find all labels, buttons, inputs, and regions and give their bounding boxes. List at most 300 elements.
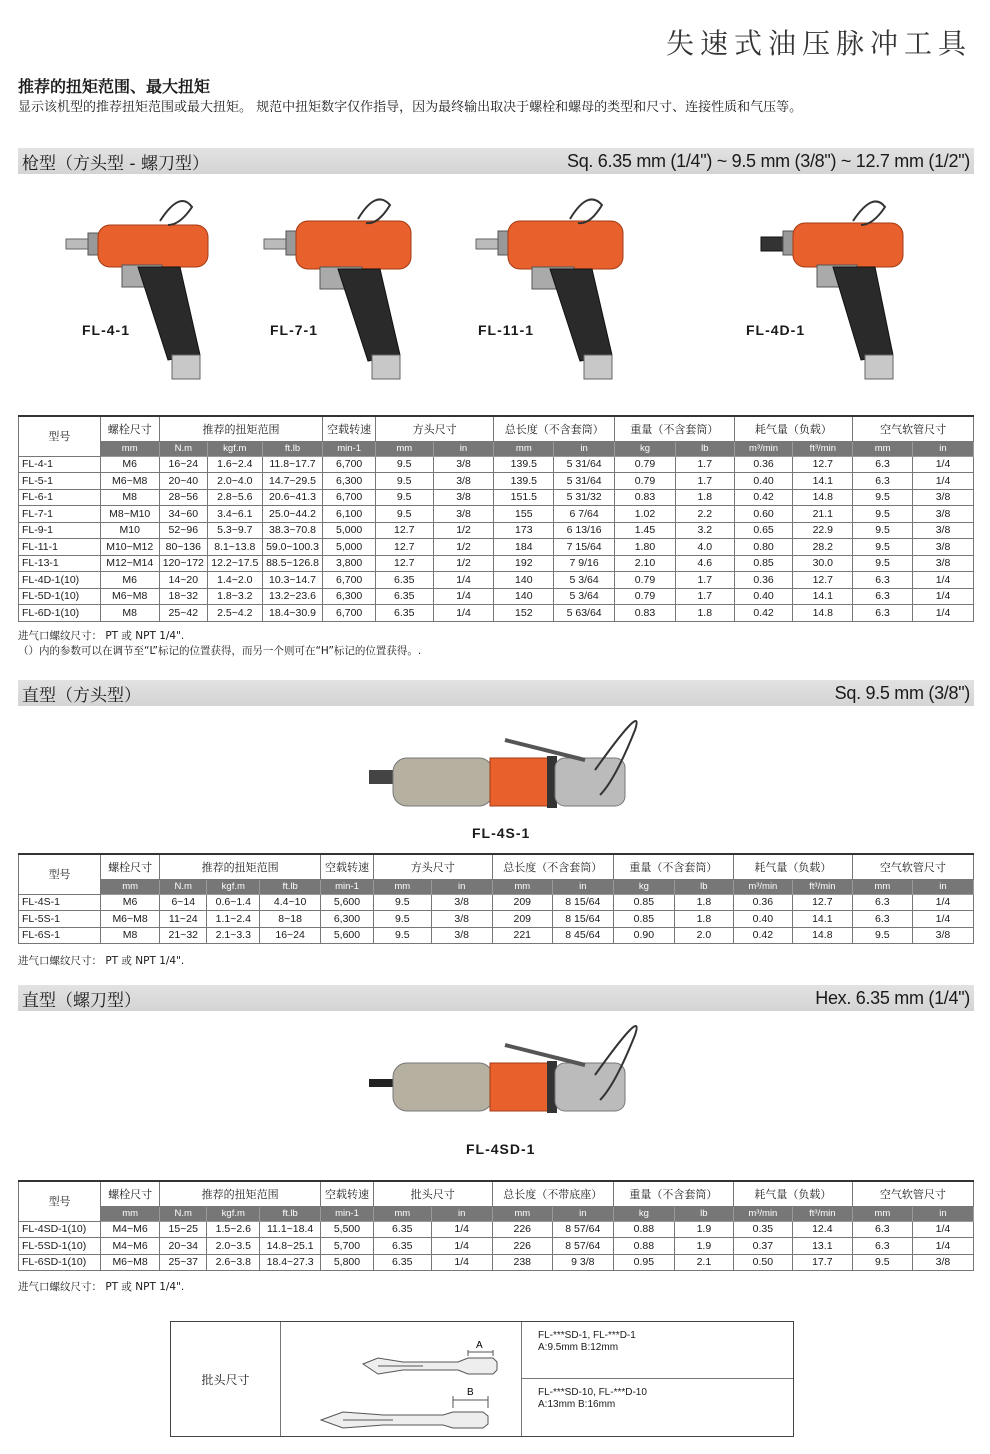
table-cell: 7 15/64 [554,539,615,556]
unit-cell: ft.lb [262,441,323,456]
table-cell: 3/8 [431,927,492,944]
table-cell: 6,700 [323,605,375,622]
note: （）内的参数可以在调节至“L”标记的位置获得，而另一个则可在“H”标记的位置获得。. [18,645,422,657]
table-cell: 6.3 [852,911,912,928]
dim-a-label: A [476,1340,483,1351]
straight-tool-image [365,1015,645,1125]
table-cell: 3/8 [433,489,494,506]
table-cell: 238 [492,1254,552,1271]
table-cell: 6~14 [160,894,207,911]
table-cell: 6.3 [852,1238,912,1255]
bit-spec-models: FL-***SD-10, FL-***D-10 [538,1387,647,1398]
table-cell: 9.5 [853,489,913,506]
table-cell: 0.80 [734,539,793,556]
table-cell: 9.5 [853,555,913,572]
header-cell: 推荐的扭矩范围 [160,1181,321,1206]
header-cell: 批头尺寸 [373,1181,492,1206]
table-cell: 17.7 [792,1254,852,1271]
table-cell: M10~M12 [100,539,159,556]
note: 进气口螺纹尺寸： PT 或 NPT 1/4". [18,630,185,642]
table-cell: 0.83 [615,489,676,506]
table-cell: 1.8 [675,605,734,622]
model-name: FL-6SD-1(10) [19,1254,101,1271]
table-cell: M6~M8 [100,473,159,490]
table-row [19,539,974,556]
table-cell: 4.6 [675,555,734,572]
table-cell: 18.4~27.3 [260,1254,321,1271]
table-cell: 11.1~18.4 [260,1221,321,1238]
table-cell: 2.0 [674,927,733,944]
table-cell: M6 [100,572,159,589]
table-cell: 6,300 [323,588,375,605]
table-cell: 11.8~17.7 [262,456,323,473]
table-cell: 1/2 [433,555,494,572]
table-cell: 1.9 [674,1221,733,1238]
table-cell: 0.90 [613,927,674,944]
table-cell: 0.40 [734,473,793,490]
table-cell: 8 57/64 [552,1238,613,1255]
unit-cell: min-1 [323,441,375,456]
table-cell: 1/4 [913,456,974,473]
table-cell: 1.5~2.6 [207,1221,260,1238]
model-name: FL-5D-1(10) [19,588,101,605]
table-row [19,605,974,622]
unit-cell: N.m [160,879,207,894]
table-cell: 1.02 [615,506,676,523]
table-cell: 1.7 [675,473,734,490]
table-cell: 6.35 [373,1221,431,1238]
table-cell: M6~M8 [100,588,159,605]
table-cell: 139.5 [494,473,554,490]
table-cell: 0.88 [613,1238,674,1255]
pistol-tool-image [755,195,915,390]
table-cell: 6.35 [373,1238,431,1255]
table-cell: M4~M6 [101,1238,160,1255]
table-cell: 2.8~5.6 [208,489,263,506]
table-row [19,588,974,605]
table-cell: 1/4 [912,894,973,911]
table-cell: 12.7 [375,522,433,539]
table-cell: 0.42 [734,489,793,506]
table-cell: 1/4 [433,588,494,605]
table-cell: 14~20 [159,572,207,589]
pistol-tool-image [258,195,418,390]
unit-cell: mm [492,879,552,894]
page-title: 失速式油压脉冲工具 [665,27,972,60]
unit-cell: kgf.m [207,1206,260,1221]
table-cell: 6.35 [375,605,433,622]
model-name: FL-11-1 [19,539,101,556]
bit-spec-2 [521,1379,793,1436]
table-cell: 2.10 [615,555,676,572]
table-cell: 1/4 [913,588,974,605]
header-cell: 推荐的扭矩范围 [159,416,323,441]
unit-cell: kg [613,1206,674,1221]
table-cell: 0.95 [613,1254,674,1271]
table-cell: 209 [492,911,552,928]
unit-cell: ft.lb [260,1206,321,1221]
table-cell: 5 31/64 [554,456,615,473]
table-cell: 6 7/64 [554,506,615,523]
table-row [19,1221,974,1238]
table-cell: 8.1~13.8 [208,539,263,556]
unit-cell: mm [100,441,159,456]
table-cell: 5 31/64 [554,473,615,490]
section-spec: Sq. 6.35 mm (1/4") ~ 9.5 mm (3/8") ~ 12.7 mm (1/2") [566,150,970,171]
table-cell: 9.5 [373,927,431,944]
tool-label: FL-4S-1 [472,825,531,841]
table-row [19,927,974,944]
table-cell: 1.80 [615,539,676,556]
unit-cell: ft³/min [793,441,853,456]
table-cell: 1.45 [615,522,676,539]
table-cell: 3/8 [913,555,974,572]
table-cell: 3/8 [913,489,974,506]
table-cell: 1/4 [912,911,973,928]
section-title: 直型（方头型） [22,685,141,706]
table-cell: 1/4 [912,1221,973,1238]
model-name: FL-9-1 [19,522,101,539]
table-cell: 226 [492,1221,552,1238]
table-cell: 6.35 [373,1254,431,1271]
table-cell: 6.3 [853,473,913,490]
bit-spec-1 [521,1322,793,1379]
table-cell: 1.8~3.2 [208,588,263,605]
unit-cell: lb [674,1206,733,1221]
table-cell: 6.3 [853,572,913,589]
table-cell: 0.37 [733,1238,792,1255]
table-cell: 3/8 [433,456,494,473]
unit-cell: mm [375,441,433,456]
model-name: FL-6S-1 [19,927,101,944]
table-cell: M8 [100,605,159,622]
table-cell: 1.8 [674,911,733,928]
table-cell: 0.85 [613,911,674,928]
table-cell: 14.1 [793,473,853,490]
table-cell: 1/2 [433,522,494,539]
table-cell: M12~M14 [100,555,159,572]
table-cell: 9 3/8 [552,1254,613,1271]
table-cell: 0.65 [734,522,793,539]
unit-cell: kgf.m [207,879,260,894]
table-row [19,506,974,523]
table-cell: 3,800 [323,555,375,572]
table-cell: 9.5 [853,506,913,523]
table-cell: 38.3~70.8 [262,522,323,539]
header-cell: 螺栓尺寸 [101,1181,160,1206]
table-cell: 5.3~9.7 [208,522,263,539]
unit-cell: mm [373,1206,431,1221]
table-cell: 1.6~2.4 [208,456,263,473]
unit-cell: kgf.m [208,441,263,456]
model-name: FL-6D-1(10) [19,605,101,622]
table-cell: 139.5 [494,456,554,473]
tool-label: FL-7-1 [270,322,318,338]
table-cell: 12.7 [792,894,852,911]
spec-table-straight-screwdriver [18,1180,974,1271]
table-cell: 8 15/64 [552,911,613,928]
table-cell: 18~32 [159,588,207,605]
table-cell: 4.4~10 [260,894,321,911]
table-row [19,456,974,473]
unit-cell: in [431,1206,492,1221]
table-cell: 1.7 [675,572,734,589]
pistol-tool-image [60,195,220,390]
table-row [19,555,974,572]
table-cell: 5,500 [321,1221,374,1238]
unit-cell: ft³/min [792,1206,852,1221]
table-cell: 28.2 [793,539,853,556]
note: 进气口螺纹尺寸： PT 或 NPT 1/4". [18,1281,185,1293]
table-cell: 120~172 [159,555,207,572]
table-cell: 6.3 [853,588,913,605]
unit-cell: mm [853,441,913,456]
table-cell: 184 [494,539,554,556]
table-cell: 1.7 [675,456,734,473]
table-cell: 9.5 [375,489,433,506]
model-name: FL-5-1 [19,473,101,490]
table-cell: 0.50 [733,1254,792,1271]
header-cell: 耗气量（负载） [733,854,852,879]
table-cell: 52~96 [159,522,207,539]
table-cell: 0.6~1.4 [207,894,260,911]
table-cell: 20~40 [159,473,207,490]
unit-cell: in [552,1206,613,1221]
header-model: 型号 [19,854,101,894]
table-cell: 0.85 [734,555,793,572]
table-cell: 28~56 [159,489,207,506]
table-cell: 16~24 [260,927,321,944]
table-cell: 21.1 [793,506,853,523]
header-cell: 总长度（不含套筒） [492,854,613,879]
unit-cell: in [554,441,615,456]
table-cell: 3/8 [431,894,492,911]
table-cell: 3/8 [913,539,974,556]
table-cell: 3/8 [912,1254,973,1271]
table-cell: 8~18 [260,911,321,928]
table-cell: 5 63/64 [554,605,615,622]
table-cell: 6,700 [323,489,375,506]
table-cell: 221 [492,927,552,944]
table-cell: 0.83 [615,605,676,622]
table-cell: 6,700 [323,456,375,473]
table-cell: 6,300 [321,911,374,928]
model-name: FL-13-1 [19,555,101,572]
table-cell: 8 45/64 [552,927,613,944]
table-cell: 25~42 [159,605,207,622]
table-cell: 6,300 [323,473,375,490]
table-cell: 0.40 [734,588,793,605]
unit-cell: m³/min [733,879,792,894]
table-row [19,473,974,490]
model-name: FL-5SD-1(10) [19,1238,101,1255]
table-cell: 140 [494,588,554,605]
table-row [19,572,974,589]
table-cell: 5,800 [321,1254,374,1271]
header-cell: 空载转速 [321,854,374,879]
table-cell: 209 [492,894,552,911]
table-cell: 3/8 [433,506,494,523]
table-cell: 9.5 [852,1254,912,1271]
table-cell: 9.5 [375,473,433,490]
table-cell: 20.6~41.3 [262,489,323,506]
table-cell: 0.85 [613,894,674,911]
unit-cell: mm [494,441,554,456]
table-cell: 140 [494,572,554,589]
unit-cell: mm [373,879,431,894]
table-cell: 1/4 [433,605,494,622]
table-cell: 0.79 [615,456,676,473]
table-cell: 11~24 [160,911,207,928]
table-cell: 9.5 [373,894,431,911]
table-cell: 9.5 [853,539,913,556]
model-name: FL-4-1 [19,456,101,473]
table-cell: 88.5~126.8 [262,555,323,572]
table-cell: 0.36 [734,456,793,473]
unit-cell: ft.lb [260,879,321,894]
table-cell: 14.8 [793,605,853,622]
unit-cell: mm [852,879,912,894]
table-cell: 22.9 [793,522,853,539]
table-cell: 2.1 [674,1254,733,1271]
table-cell: 1/4 [431,1238,492,1255]
table-cell: 12.7 [375,539,433,556]
unit-cell: lb [674,879,733,894]
table-cell: M6 [101,894,160,911]
unit-cell: in [912,879,973,894]
table-cell: 6.35 [375,588,433,605]
bit-diagram [283,1322,519,1436]
table-cell: M6 [100,456,159,473]
table-cell: 14.8~25.1 [260,1238,321,1255]
header-cell: 空载转速 [321,1181,374,1206]
table-cell: 6,100 [323,506,375,523]
tool-label: FL-4-1 [82,322,130,338]
unit-cell: min-1 [321,1206,374,1221]
spec-table-pistol [18,415,974,622]
table-cell: 10.3~14.7 [262,572,323,589]
table-cell: 2.1~3.3 [207,927,260,944]
table-cell: 14.8 [793,489,853,506]
table-cell: 59.0~100.3 [262,539,323,556]
dim-b-label: B [467,1387,474,1398]
table-cell: 1/4 [912,1238,973,1255]
table-cell: 1.9 [674,1238,733,1255]
table-cell: 3.4~6.1 [208,506,263,523]
table-cell: 2.6~3.8 [207,1254,260,1271]
tool-label: FL-4SD-1 [466,1141,536,1157]
model-name: FL-5S-1 [19,911,101,928]
table-cell: M6~M8 [101,1254,160,1271]
unit-cell: m³/min [733,1206,792,1221]
table-row [19,894,974,911]
table-cell: 12.7 [793,572,853,589]
table-cell: 2.0~4.0 [208,473,263,490]
table-cell: 6.35 [375,572,433,589]
table-cell: 5,700 [321,1238,374,1255]
table-cell: 5,600 [321,894,374,911]
unit-cell: mm [101,1206,160,1221]
table-cell: 5 3/64 [554,572,615,589]
table-cell: 6.3 [853,456,913,473]
table-cell: 226 [492,1238,552,1255]
table-cell: M6~M8 [101,911,160,928]
table-cell: 9.5 [375,456,433,473]
table-cell: 18.4~30.9 [262,605,323,622]
table-cell: 2.2 [675,506,734,523]
bit-spec-dims: A:9.5mm B:12mm [538,1342,619,1353]
table-cell: 12.7 [793,456,853,473]
table-cell: 3/8 [913,506,974,523]
section-bar-pistol [18,148,974,174]
pistol-tool-image [470,195,630,390]
table-cell: 13.1 [792,1238,852,1255]
table-cell: 8 57/64 [552,1221,613,1238]
table-cell: 0.36 [733,894,792,911]
table-cell: 9.5 [375,506,433,523]
table-cell: 5,000 [323,522,375,539]
header-cell: 螺栓尺寸 [101,854,160,879]
intro-body: 显示该机型的推荐扭矩范围或最大扭矩。 规范中扭矩数字仅作指导，因为最终输出取决于螺栓和螺母的类型和尺寸、连接性质和气压等。 [18,100,803,115]
model-name: FL-4D-1(10) [19,572,101,589]
bit-size-label: 批头尺寸 [171,1322,281,1436]
table-cell: 3/8 [913,522,974,539]
bit-spec-dims: A:13mm B:16mm [538,1399,616,1410]
table-cell: 8 15/64 [552,894,613,911]
section-bar-straight-square [18,680,974,706]
table-cell: 6.3 [853,605,913,622]
header-cell: 耗气量（负载） [733,1181,852,1206]
model-name: FL-4S-1 [19,894,101,911]
table-cell: 1/4 [913,572,974,589]
table-cell: 0.79 [615,473,676,490]
table-cell: 1/4 [431,1221,492,1238]
table-cell: 0.79 [615,572,676,589]
header-cell: 重量（不含套筒） [613,854,733,879]
table-cell: 20~34 [160,1238,207,1255]
table-row [19,489,974,506]
table-cell: 3/8 [912,927,973,944]
unit-cell: mm [852,1206,912,1221]
header-cell: 空气软管尺寸 [853,416,974,441]
header-model: 型号 [19,1181,101,1221]
table-cell: 6 13/16 [554,522,615,539]
section-title: 枪型（方头型 - 螺刀型） [22,153,209,174]
table-cell: 1/4 [431,1254,492,1271]
header-cell: 重量（不含套筒） [615,416,735,441]
table-cell: 6.3 [852,1221,912,1238]
table-cell: 13.2~23.6 [262,588,323,605]
table-cell: 1/2 [433,539,494,556]
model-name: FL-7-1 [19,506,101,523]
table-cell: 155 [494,506,554,523]
table-cell: 1.8 [674,894,733,911]
table-cell: 16~24 [159,456,207,473]
table-cell: 5,000 [323,539,375,556]
table-cell: 5 31/32 [554,489,615,506]
bit-spec-models: FL-***SD-1, FL-***D-1 [538,1330,636,1341]
table-cell: M10 [100,522,159,539]
header-cell: 空载转速 [323,416,375,441]
table-cell: 25~37 [160,1254,207,1271]
table-cell: 0.88 [613,1221,674,1238]
table-cell: 0.42 [733,927,792,944]
table-cell: 0.36 [734,572,793,589]
unit-cell: lb [675,441,734,456]
table-cell: 1/4 [433,572,494,589]
unit-cell: in [433,441,494,456]
unit-cell: m³/min [734,441,793,456]
